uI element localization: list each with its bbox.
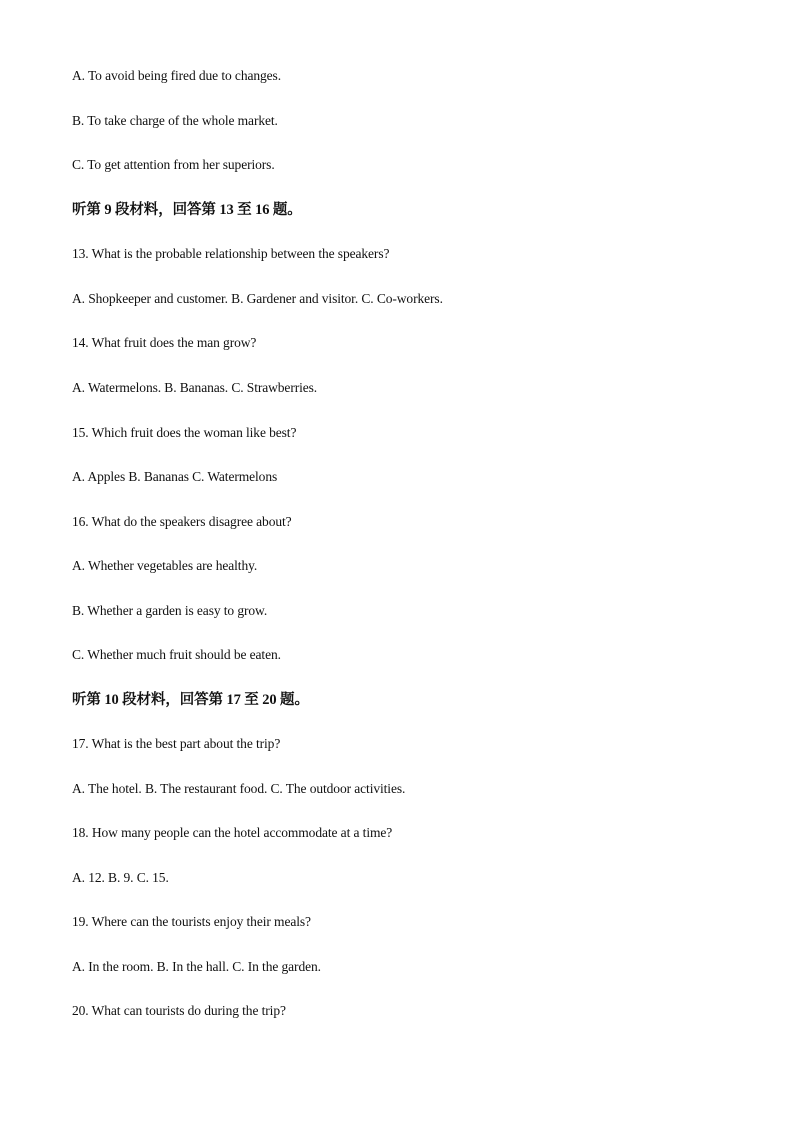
question-13: 13. What is the probable relationship between the speakers? [72, 246, 390, 261]
q12-option-b: B. To take charge of the whole market. [72, 113, 278, 128]
question-16: 16. What do the speakers disagree about? [72, 514, 292, 529]
question-13-options: A. Shopkeeper and customer. B. Gardener and visitor. C. Co-workers. [72, 291, 443, 306]
q12-option-c: C. To get attention from her superiors. [72, 157, 275, 172]
question-15-options: A. Apples B. Bananas C. Watermelons [72, 469, 278, 484]
question-17: 17. What is the best part about the trip? [72, 736, 281, 751]
question-20: 20. What can tourists do during the trip? [72, 1003, 286, 1018]
question-19: 19. Where can the tourists enjoy their meals? [72, 914, 311, 929]
question-19-options: A. In the room. B. In the hall. C. In the garden. [72, 959, 321, 974]
question-17-options: A. The hotel. B. The restaurant food. C. The outdoor activities. [72, 781, 406, 796]
q12-option-a: A. To avoid being fired due to changes. [72, 68, 281, 83]
question-18: 18. How many people can the hotel accommodate at a time? [72, 825, 393, 840]
question-14: 14. What fruit does the man grow? [72, 335, 257, 350]
question-16-option-a: A. Whether vegetables are healthy. [72, 558, 258, 573]
question-14-options: A. Watermelons. B. Bananas. C. Strawberries. [72, 380, 318, 395]
question-18-options: A. 12. B. 9. C. 15. [72, 870, 169, 885]
section-heading-9: 听第 9 段材料，回答第 13 至 16 题。 [72, 202, 302, 218]
question-16-option-b: B. Whether a garden is easy to grow. [72, 603, 268, 618]
question-16-option-c: C. Whether much fruit should be eaten. [72, 647, 281, 662]
question-15: 15. Which fruit does the woman like best? [72, 425, 297, 440]
section-heading-10: 听第 10 段材料，回答第 17 至 20 题。 [72, 692, 309, 708]
